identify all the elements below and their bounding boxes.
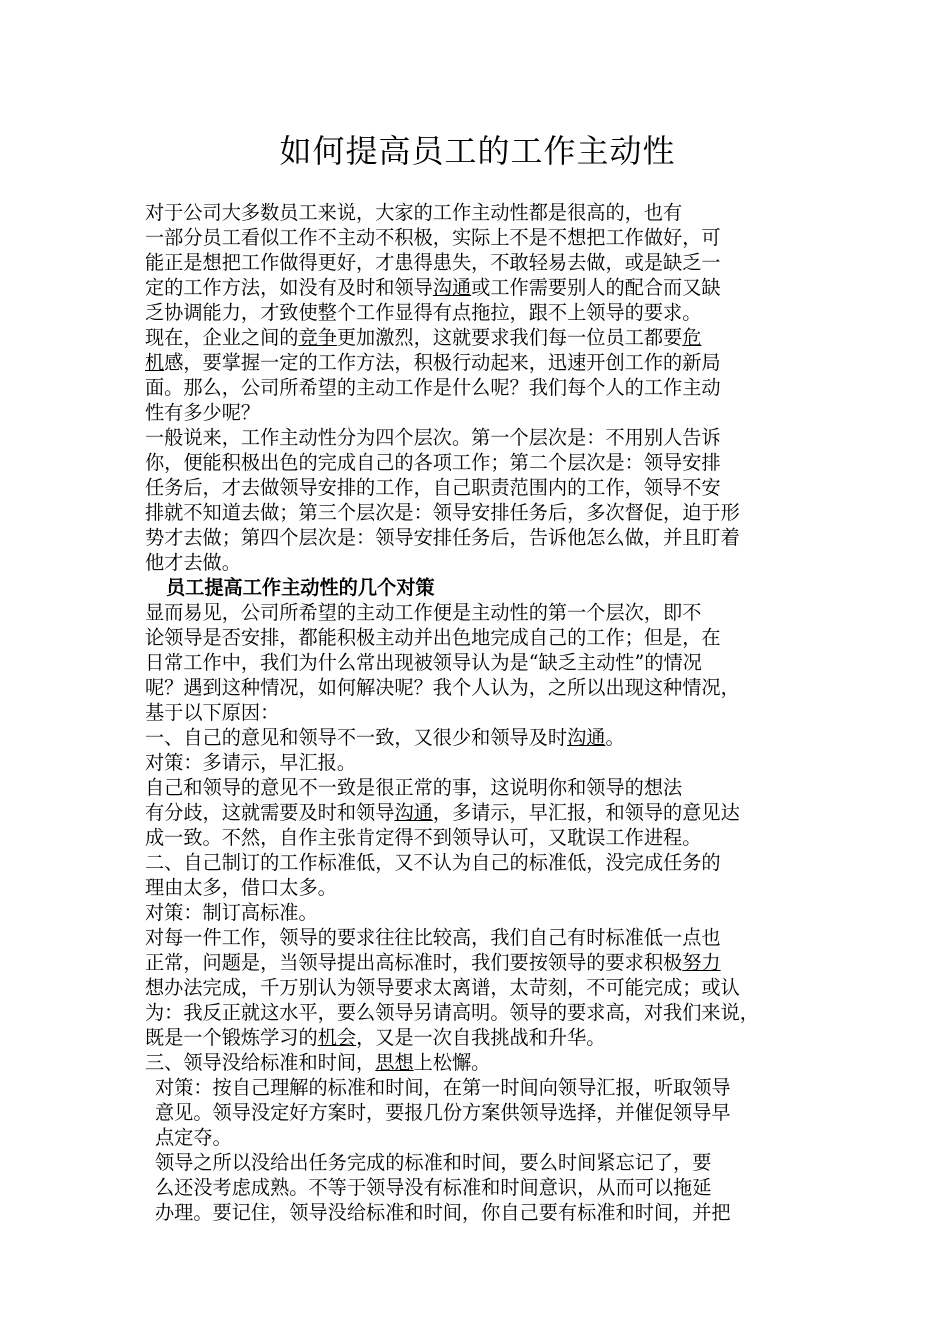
text-line	[145, 950, 721, 975]
text-line: 自己和领导的意见不一致是很正常的事，这说明你和领导的想法	[145, 776, 683, 799]
text-line: 对策：多请示，早汇报。	[145, 751, 357, 774]
text-line: 么还没考虑成熟。不等于领导没有标准和时间意识，从而可以拖延	[155, 1176, 712, 1199]
hyperlink-nuli[interactable]: 努力	[682, 951, 721, 974]
text-line: 成一致。不然，自作主张肯定得不到领导认可，又耽误工作进程。	[145, 826, 702, 849]
hyperlink-weiji-part2[interactable]: 机	[145, 351, 165, 374]
document-title: 如何提高员工的工作主动性	[279, 132, 676, 170]
text-line: 对每一件工作，领导的要求往往比较高，我们自己有时标准低一点也	[145, 926, 721, 949]
text-line: 一部分员工看似工作不主动不积极，实际上不是不想把工作做好，可	[145, 226, 721, 249]
hyperlink-sixiang[interactable]: 思想	[375, 1051, 414, 1074]
hyperlink-goutong[interactable]: 沟通	[394, 801, 433, 824]
text-line	[145, 725, 625, 750]
text-run: ，多请示，早汇报，和领导的意见达	[432, 801, 740, 824]
text-run: 定的工作方法，如没有及时和领导	[145, 276, 433, 299]
text-run: 有分歧，这就需要及时和领导	[145, 801, 395, 824]
text-line	[145, 1025, 606, 1050]
text-line: 对于公司大多数员工来说，大家的工作主动性都是很高的，也有	[145, 201, 683, 224]
text-run: 正常，问题是，当领导提出高标准时，我们要按领导的要求积极	[145, 951, 683, 974]
text-line: 任务后，才去做领导安排的工作，自己职责范围内的工作，领导不安	[145, 476, 721, 499]
text-line: 乏协调能力，才致使整个工作显得有点拖拉，跟不上领导的要求。	[145, 301, 702, 324]
text-line: 性有多少呢？	[145, 401, 261, 424]
text-line	[145, 800, 740, 825]
text-line: 基于以下原因：	[145, 701, 280, 724]
text-line: 面。那么，公司所希望的主动工作是什么呢？我们每个人的工作主动	[145, 376, 721, 399]
text-line	[145, 350, 721, 375]
text-line	[145, 1050, 490, 1075]
text-line: 呢？遇到这种情况，如何解决呢？我个人认为，之所以出现这种情况，	[145, 676, 740, 699]
hyperlink-jingzheng[interactable]: 竞争	[298, 326, 337, 349]
text-run: ，又是一次自我挑战和升华。	[356, 1026, 606, 1049]
text-run: 更加激烈，这就要求我们每一位员工都要	[336, 326, 683, 349]
hyperlink-goutong[interactable]: 沟通	[567, 726, 606, 749]
text-line: 二、自己制订的工作标准低，又不认为自己的标准低，没完成任务的	[145, 851, 721, 874]
text-line: 为：我反正就这水平，要么领导另请高明。领导的要求高，对我们来说，	[145, 1001, 759, 1024]
text-line: 对策：制订高标准。	[145, 901, 318, 924]
text-line: 办理。要记住，领导没给标准和时间，你自己要有标准和时间，并把	[155, 1201, 731, 1224]
text-line: 点定夺。	[155, 1126, 232, 1149]
text-line	[145, 275, 721, 300]
hyperlink-goutong[interactable]: 沟通	[432, 276, 472, 299]
text-line: 领导之所以没给出任务完成的标准和时间，要么时间紧忘记了，要	[155, 1151, 712, 1174]
text-run: 。	[605, 726, 625, 749]
text-run: 既是一个锻炼学习的	[145, 1026, 318, 1049]
text-line: 论领导是否安排，都能积极主动并出色地完成自己的工作；但是，在	[145, 626, 721, 649]
text-line	[145, 325, 701, 350]
text-line: 对策：按自己理解的标准和时间，在第一时间向领导汇报，听取领导	[155, 1076, 731, 1099]
text-line: 排就不知道去做；第三个层次是：领导安排任务后，多次督促，迫于形	[145, 501, 740, 524]
text-line: 一般说来，工作主动性分为四个层次。第一个层次是：不用别人告诉	[145, 426, 721, 449]
hyperlink-jihui[interactable]: 机会	[317, 1026, 357, 1049]
text-line: 理由太多，借口太多。	[145, 876, 337, 899]
text-run: 或工作需要别人的配合而又缺	[471, 276, 721, 299]
text-line: 能正是想把工作做得更好，才患得患失，不敢轻易去做，或是缺乏一	[145, 251, 721, 274]
text-run: 上松懈。	[413, 1051, 491, 1074]
text-line: 显而易见，公司所希望的主动工作便是主动性的第一个层次，即不	[145, 601, 702, 624]
text-line: 日常工作中，我们为什么常出现被领导认为是“缺乏主动性”的情况	[145, 651, 702, 674]
hyperlink-weiji-part1[interactable]: 危	[682, 326, 702, 349]
text-line: 他才去做。	[145, 551, 241, 574]
text-line: 势才去做；第四个层次是：领导安排任务后，告诉他怎么做，并且盯着	[145, 526, 740, 549]
text-run: 三、领导没给标准和时间，	[145, 1051, 376, 1074]
text-line: 意见。领导没定好方案时，要报几份方案供领导选择，并催促领导早	[155, 1101, 731, 1124]
text-run: 感，要掌握一定的工作方法，积极行动起来，迅速开创工作的新局	[164, 351, 721, 374]
text-line: 想办法完成，千万别认为领导要求太离谱，太苛刻，不可能完成；或认	[145, 976, 740, 999]
text-line: 你，便能积极出色的完成自己的各项工作；第二个层次是：领导安排	[145, 451, 721, 474]
text-run: 一、自己的意见和领导不一致，又很少和领导及时	[145, 726, 568, 749]
text-run: 现在，企业之间的	[145, 326, 299, 349]
section-heading: 员工提高工作主动性的几个对策	[166, 576, 435, 599]
